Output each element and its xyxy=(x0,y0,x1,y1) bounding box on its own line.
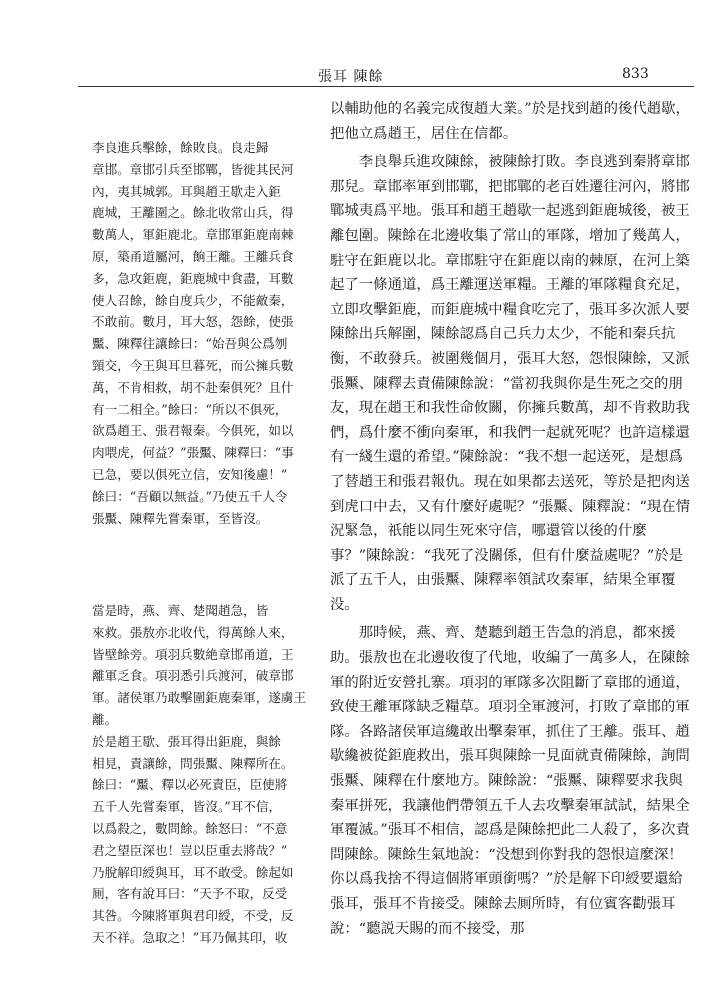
page-header xyxy=(0,56,716,86)
page-number: 833 xyxy=(622,66,649,82)
translation-paragraph: 那時候，燕、齊、楚聽到趙王告急的消息，都來援助。張敖也在北邊收復了代地，收編了一萬多人，在陳餘軍的附近安營扎寨。項羽的軍隊多次阻斷了章邯的通道，致使王離軍隊缺乏糧草。項羽全軍渡河，打敗了章邯的軍隊。各路諸侯軍這纔敢出擊秦軍，抓住了王離。張耳、趙歇纔被從鉅鹿救出，張耳與陳餘一見面就責備陳餘，詢問張黶、陳釋在什麼地方。陳餘說：“張黶、陳釋要求我與秦軍拼死，我讓他們帶領五千人去攻擊秦軍試試，結果全軍覆滅。”張耳不相信，認爲是陳餘把此二人殺了，多次責問陳餘。陳餘生氣地說：“没想到你對我的怨恨這麼深！你以爲我捨不得這個將軍頭銜嗎？”於是解下印綬要還給張耳，張耳不肯接受。陳餘去厠所時，有位賓客勸張耳說：“聽説天賜的而不接受，那 xyxy=(330,625,690,937)
translation-paragraph: 以輔助他的名義完成復趙大業。”於是找到趙的後代趙歇，把他立爲趙王，居住在信都。 xyxy=(330,101,690,142)
header-rule xyxy=(78,86,694,87)
translation-column xyxy=(330,97,692,941)
classical-text-block-1 xyxy=(92,137,324,529)
classical-text-block-2 xyxy=(92,600,324,949)
running-title: 張耳 陳餘 xyxy=(318,69,384,85)
translation-paragraph: 李良舉兵進攻陳餘，被陳餘打敗。李良逃到秦將章邯那兒。章邯率軍到邯鄲，把邯鄲的老百姓遷往河內，將邯鄲城夷爲平地。張耳和趙王趙歇一起逃到鉅鹿城後，被王離包圍。陳餘在北邊收集了常山的軍隊，增加了幾萬人，駐守在鉅鹿以北。章邯駐守在鉅鹿以南的棘原，在河上築起了一條通道，爲王離運送軍糧。王離的軍隊糧食充足，立即攻擊鉅鹿，而鉅鹿城中糧食吃完了，張耳多次派人要陳餘出兵解圍，陳餘認爲自己兵力太少，不能和秦兵抗衡，不敢發兵。被圍幾個月，張耳大怒，怨恨陳餘，又派張黶、陳釋去責備陳餘說：“當初我與你是生死之交的朋友，現在趙王和我性命攸關，你擁兵數萬，却不肯救助我們，爲什麼不衝向秦軍，和我們一起就死呢？也許這樣還有一綫生還的希望。”陳餘說：“我不想一起送死，是想爲了替趙王和張君報仇。現在如果都去送死，等於是把肉送到虎口中去，又有什麼好處呢？”張黶、陳釋說：“現在情況緊急，祇能以同生死來守信，哪還管以後的什麼事？”陳餘說：“我死了没關係，但有什麼益處呢？”於是派了五千人，由張黶、陳釋率領試攻秦軍，結果全軍覆没。 xyxy=(330,154,691,613)
classical-passage-1: 李良進兵擊餘，餘敗良。良走歸 章邯。章邯引兵至邯鄲，皆徙其民河 內，夷其城郭。耳與趙王歇走入鉅 鹿城，王離圍之。餘北收常山兵，得 數萬人，軍鉅鹿北。章邯軍鉅鹿南棘 原，築甬道屬河，餉王離。王離兵食 多，急攻鉅鹿，鉅鹿城中食盡，耳數 使人召餘，餘自度兵少，不能敵秦， 不敢前。數月，耳大怒，怨餘，使張 黶、陳釋往讓餘曰：“始吾與公爲刎 頸交，今王與耳旦暮死，而公擁兵數 萬，不肯相救，胡不赴秦俱死？且什 有一二相全。”餘曰：“所以不俱死， 欲爲趙王、張君報秦。今俱死，如以 肉喂虎，何益？”張黶、陳釋曰：“事 已急，要以俱死立信，安知後慮！” 餘曰：“吾顧以無益。”乃使五千人令 張黶、陳釋先嘗秦軍，至皆沒。 xyxy=(92,140,294,526)
classical-passage-2: 當是時，燕、齊、楚聞趙急，皆 來救。張敖亦北收代，得萬餘人來， 皆壁餘旁。項羽兵數絶章邯甬道，王 離軍乏食。項羽悉引兵渡河，破章邯 軍。諸侯軍乃敢擊圍鉅鹿秦軍，遂虜王離。 於是趙王歇、張耳得出鉅鹿，與餘 相見，責讓餘，問張黶、陳釋所在。 餘曰：“黶、釋以必死責臣，臣使將 五千人先嘗秦軍，皆沒。”耳不信， 以爲殺之，數問餘。餘怒曰：“不意 君之望臣深也！豈以臣重去將哉？” 乃脫解印綬與耳，耳不敢受。餘起如 厠，客有說耳曰：“天予不取，反受 其咎。今陳將軍與君印綬，不受，反 天不祥。急取之！”耳乃佩其印，收 xyxy=(92,603,307,945)
